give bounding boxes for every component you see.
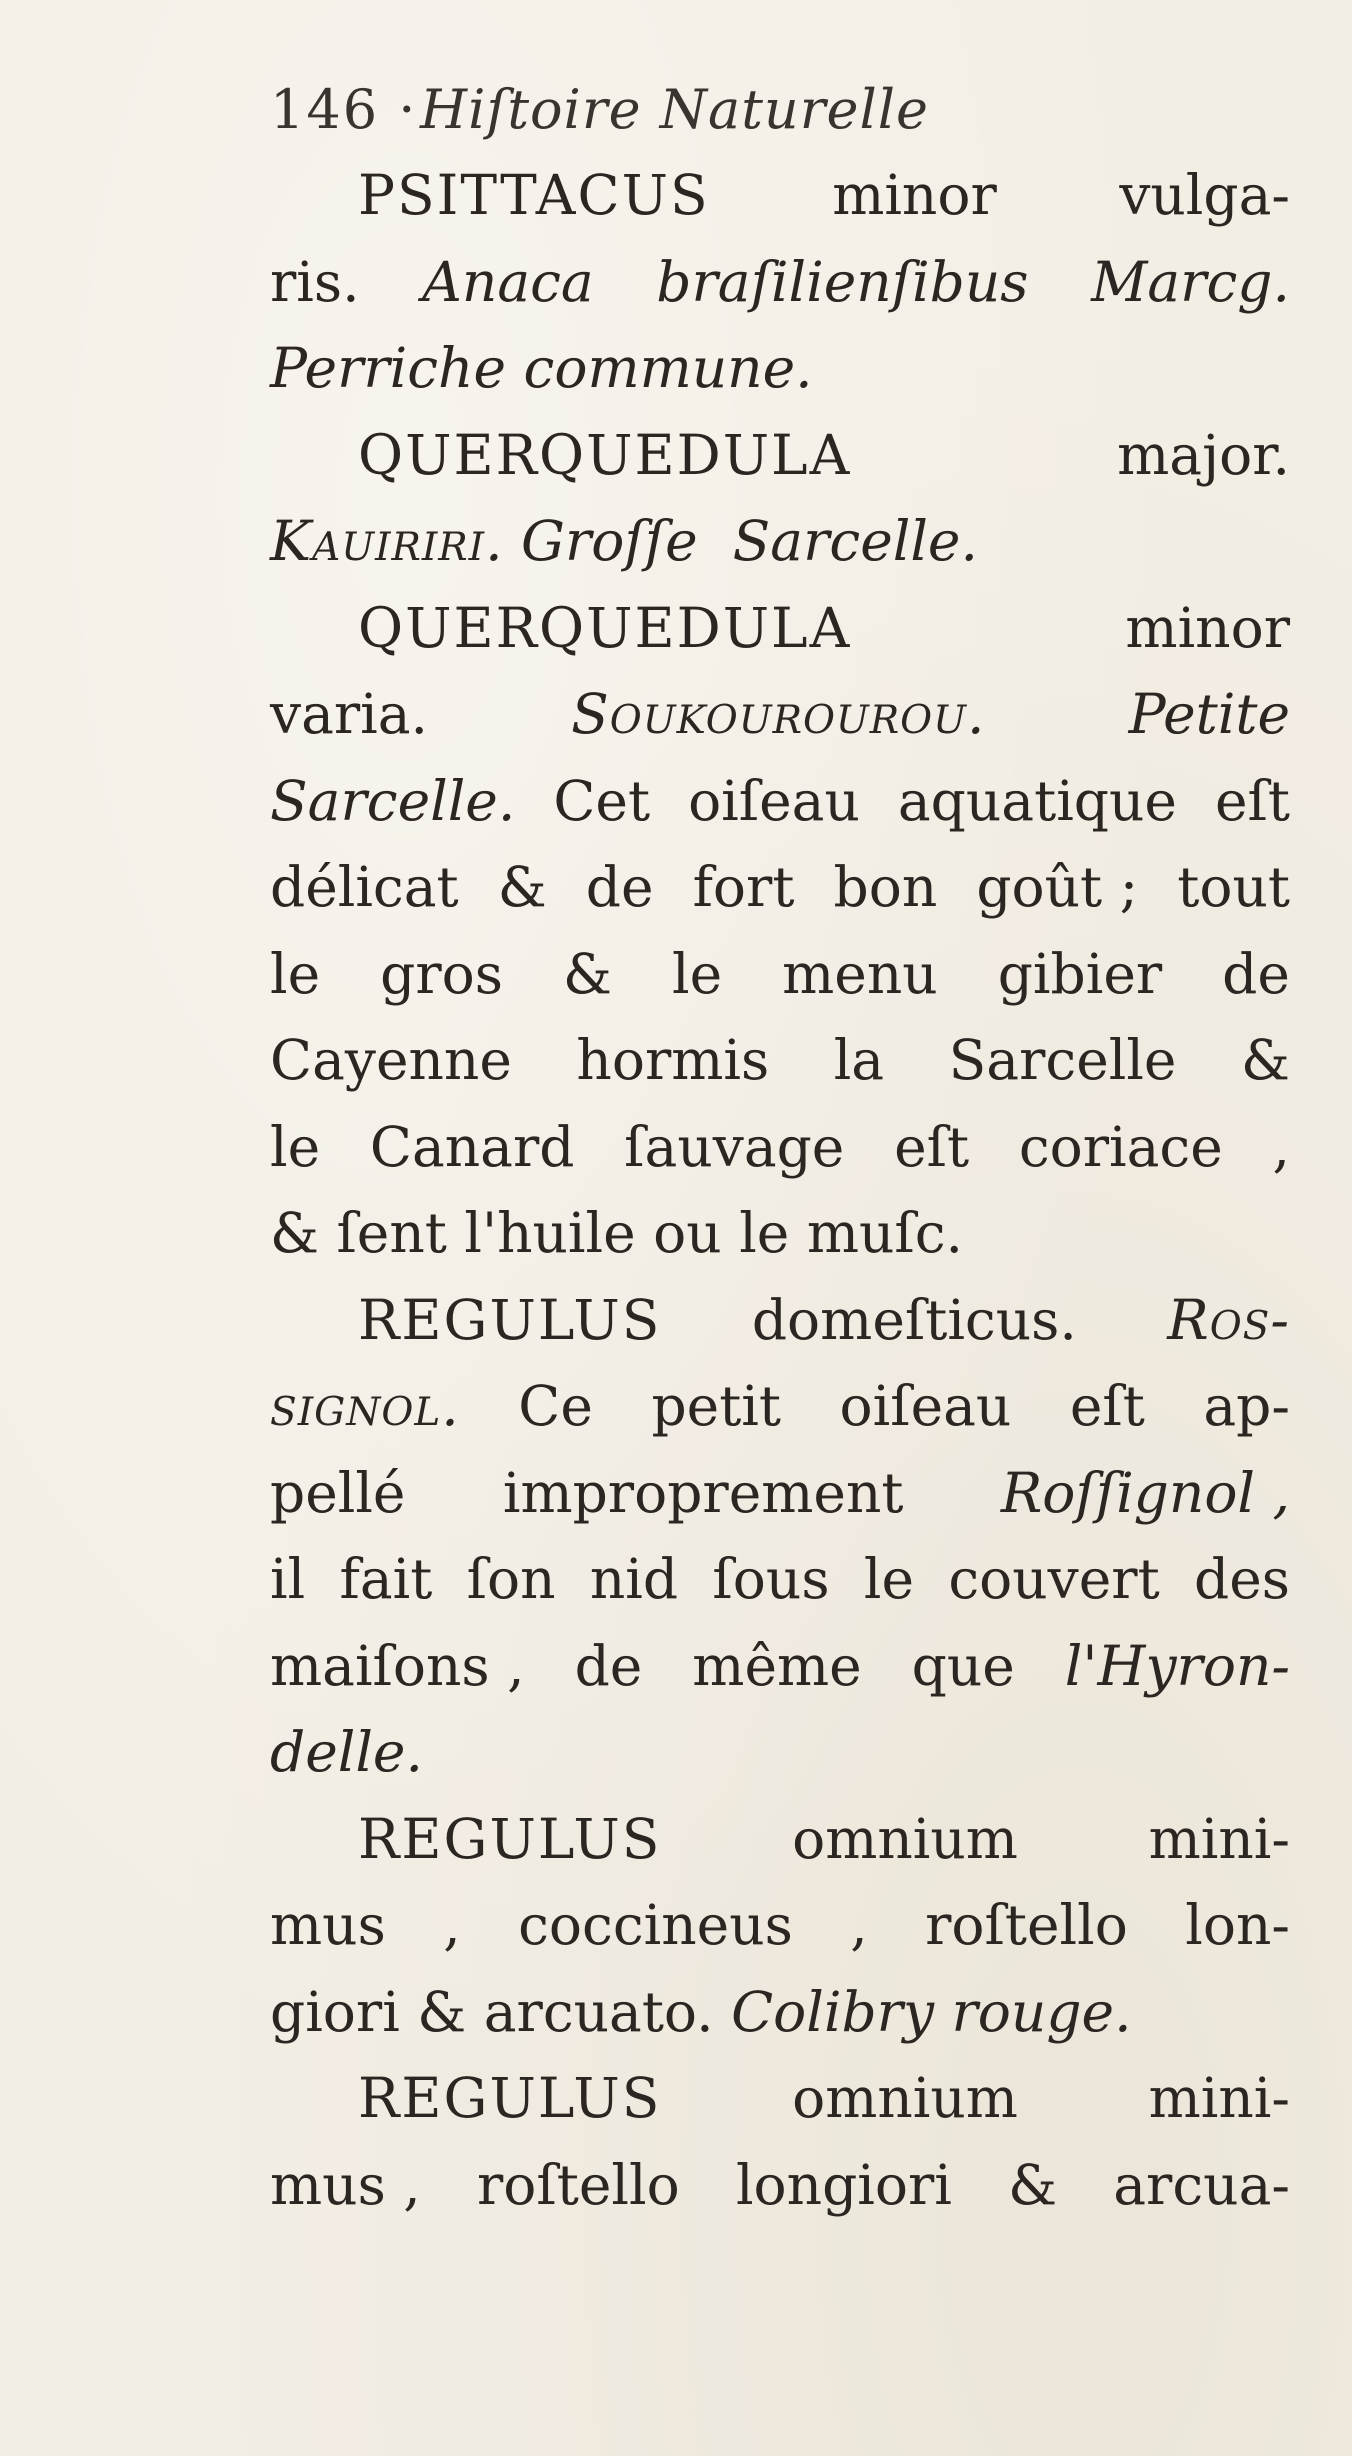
word: il <box>270 1547 306 1611</box>
word: ris. <box>270 249 360 314</box>
word: Anaca <box>422 249 594 314</box>
word: domeſticus. <box>751 1287 1077 1352</box>
word: même <box>692 1633 862 1698</box>
word: ſent <box>336 1201 447 1265</box>
text-line <box>270 1969 1290 2056</box>
word: REGULUS <box>358 1287 662 1352</box>
word: Cayenne <box>270 1028 512 1092</box>
word: Sarcelle. <box>270 768 516 833</box>
word: des <box>1193 1547 1290 1611</box>
word: arcua- <box>1113 2152 1290 2217</box>
word: QUERQUEDULA <box>358 422 852 487</box>
word: coccineus <box>518 1893 793 1957</box>
word: & <box>497 855 547 919</box>
word: Petite <box>1128 682 1290 746</box>
text-line <box>270 2055 1290 2142</box>
word: le <box>739 1201 790 1265</box>
word: minor <box>1125 595 1290 660</box>
word: de <box>585 855 654 919</box>
body-text <box>270 152 1290 2228</box>
word: longiori <box>735 2152 952 2217</box>
word: goût ; <box>976 855 1139 919</box>
word: muſc. <box>806 1201 964 1265</box>
word: mini- <box>1148 2066 1290 2130</box>
word: Soukourourou. <box>571 682 986 746</box>
word: de <box>1222 941 1290 1006</box>
word: maiſons , <box>270 1633 525 1698</box>
word: fait <box>339 1547 433 1611</box>
word: coriace <box>1018 1114 1223 1179</box>
page-number-value: 146 <box>270 78 380 141</box>
word: ap- <box>1203 1374 1290 1438</box>
text-line <box>270 844 1290 931</box>
word: le <box>863 1547 914 1611</box>
word: minor <box>832 163 997 227</box>
word: couvert <box>948 1547 1160 1611</box>
word: , <box>850 1893 868 1957</box>
word: omnium <box>792 2066 1018 2130</box>
word: ſous <box>712 1547 830 1611</box>
text-line <box>270 1277 1290 1364</box>
word: aquatique <box>897 768 1177 833</box>
word: mus , <box>270 2152 421 2217</box>
word: improprement <box>502 1460 904 1525</box>
text-line <box>270 585 1290 672</box>
text-line <box>270 412 1290 499</box>
word: braſilienſibus <box>656 249 1029 314</box>
text-line <box>270 758 1290 845</box>
word: major. <box>1117 422 1290 487</box>
word: Colibry <box>731 1979 935 2044</box>
word: arcuato. <box>483 1979 714 2044</box>
word: hormis <box>576 1028 770 1092</box>
word: Ce <box>518 1374 593 1438</box>
text-line <box>270 931 1290 1018</box>
text-line <box>270 1709 1290 1796</box>
word: & <box>1240 1028 1290 1092</box>
word: la <box>833 1028 885 1092</box>
word: Canard <box>369 1114 575 1179</box>
word: ſon <box>466 1547 556 1611</box>
text-line <box>270 1190 1290 1277</box>
word: giori <box>270 1979 400 2044</box>
word: délicat <box>270 855 459 919</box>
word: varia. <box>270 682 429 746</box>
text-line <box>270 1363 1290 1450</box>
word: , <box>1272 1114 1290 1179</box>
word: & <box>563 941 612 1006</box>
page-header <box>270 78 1170 158</box>
word: vulga- <box>1119 163 1290 227</box>
word: & <box>417 1979 467 2044</box>
word: menu <box>782 941 938 1006</box>
word: ou <box>653 1201 722 1265</box>
word: gros <box>380 941 503 1006</box>
word: petit <box>651 1374 781 1438</box>
running-title: Hiſtoire Naturelle <box>420 78 929 141</box>
word: Ros- <box>1167 1287 1290 1352</box>
text-line <box>270 1017 1290 1104</box>
text-line <box>270 2142 1290 2229</box>
word: le <box>270 1114 321 1179</box>
word: omnium <box>792 1806 1018 1871</box>
word: mus <box>270 1893 386 1957</box>
word: , <box>443 1893 461 1957</box>
word: & <box>270 1201 319 1265</box>
word: Marcg. <box>1091 249 1290 314</box>
word: tout <box>1177 855 1290 919</box>
text-line <box>270 671 1290 758</box>
word: mini- <box>1148 1806 1290 1871</box>
word: que <box>911 1633 1015 1698</box>
word: eſt <box>1214 768 1290 833</box>
word: ſauvage <box>624 1114 845 1179</box>
word: nid <box>589 1547 679 1611</box>
word: Perriche <box>270 336 507 400</box>
word: roſtello <box>477 2152 680 2217</box>
text-line <box>270 1536 1290 1623</box>
text-line <box>270 1623 1290 1710</box>
word: commune. <box>523 336 813 400</box>
text-line <box>270 325 1290 412</box>
word: Groſſe <box>521 509 698 573</box>
word: Kauiriri. <box>270 509 504 573</box>
word: Cet <box>553 768 651 833</box>
word: Roſſignol , <box>1000 1460 1290 1525</box>
word: Sarcelle <box>948 1028 1177 1092</box>
word: & <box>1008 2152 1058 2217</box>
text-line <box>270 1796 1290 1883</box>
word: de <box>574 1633 643 1698</box>
word: eſt <box>894 1114 970 1179</box>
word: bon <box>833 855 938 919</box>
word: oiſeau <box>839 1374 1012 1438</box>
header-separator: · <box>398 78 418 141</box>
text-line <box>270 152 1290 239</box>
word: roſtello <box>925 1893 1128 1957</box>
word: le <box>672 941 723 1006</box>
word: signol. <box>270 1374 460 1438</box>
text-line <box>270 1882 1290 1969</box>
text-line <box>270 498 1290 585</box>
word: fort <box>692 855 795 919</box>
word: PSITTACUS <box>358 163 710 227</box>
word: rouge. <box>951 1979 1132 2044</box>
word: gibier <box>997 941 1163 1006</box>
word: l'Hyron- <box>1064 1633 1290 1698</box>
word: le <box>270 941 321 1006</box>
page-number <box>270 78 417 141</box>
text-line <box>270 1450 1290 1537</box>
word: Sarcelle. <box>732 509 978 573</box>
word: pellé <box>270 1460 406 1525</box>
text-line <box>270 239 1290 326</box>
word: REGULUS <box>358 2066 662 2130</box>
word: delle. <box>270 1720 423 1784</box>
word: eſt <box>1069 1374 1145 1438</box>
word: oiſeau <box>688 768 860 833</box>
word: lon- <box>1185 1893 1290 1957</box>
word: REGULUS <box>358 1806 662 1871</box>
word: QUERQUEDULA <box>358 595 852 660</box>
text-line <box>270 1104 1290 1191</box>
word: l'huile <box>464 1201 636 1265</box>
